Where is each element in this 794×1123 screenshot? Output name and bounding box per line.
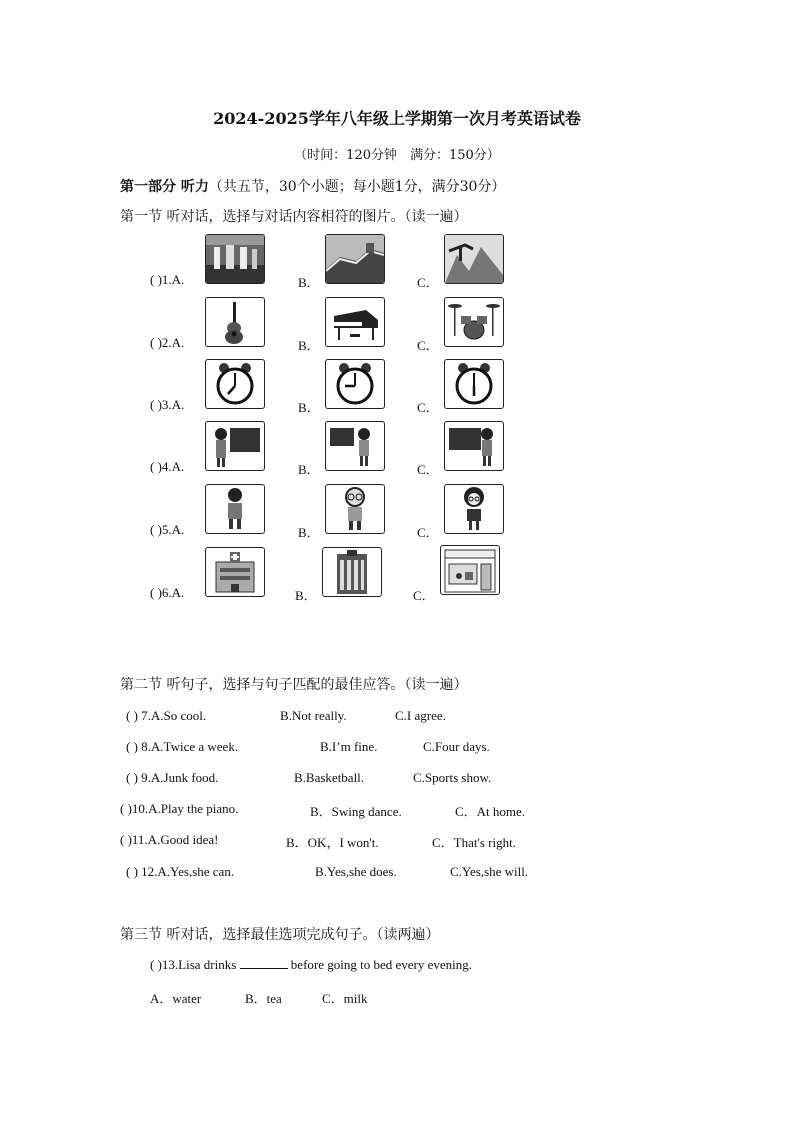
part1-heading bbox=[120, 176, 505, 196]
option-c: C．That's right. bbox=[432, 835, 516, 850]
boy-icon[interactable] bbox=[205, 484, 265, 534]
question-stem: ( )11.A.Good idea! bbox=[120, 832, 219, 847]
clock-seven-icon[interactable] bbox=[205, 359, 265, 409]
option-b: B．OK，I won't. bbox=[286, 835, 379, 850]
option-c-label: C． bbox=[417, 275, 439, 290]
question-13-suffix: before going to bed every evening. bbox=[290, 957, 473, 972]
option-b: B.Basketball. bbox=[294, 770, 365, 785]
waterfall-icon[interactable] bbox=[205, 234, 265, 284]
question-13 bbox=[150, 957, 472, 973]
exam-title: 2024-2025学年八年级上学期第一次月考英语试卷 bbox=[213, 109, 581, 128]
girl-glasses-icon[interactable] bbox=[444, 484, 504, 534]
clock-six-icon[interactable] bbox=[444, 359, 504, 409]
option-c: C．milk bbox=[322, 991, 368, 1006]
exam-subtitle: （时间：120分钟 满分：150分） bbox=[294, 148, 500, 163]
option-b: B．Swing dance. bbox=[310, 804, 402, 819]
boy-glasses-icon[interactable] bbox=[325, 484, 385, 534]
toy-store-icon[interactable] bbox=[440, 545, 500, 595]
section3-heading: 第三节 听对话，选择最佳选项完成句子。（读两遍） bbox=[120, 927, 440, 943]
option-c-label: C． bbox=[413, 588, 435, 603]
section1-heading: 第一节 听对话，选择与对话内容相符的图片。（读一遍） bbox=[120, 209, 468, 225]
option-c: C.Four days. bbox=[423, 739, 490, 754]
option-b-label: B． bbox=[298, 400, 320, 415]
english-teacher-icon[interactable] bbox=[444, 421, 504, 471]
option-b: B．tea bbox=[245, 991, 282, 1006]
question-label: ( )2.A. bbox=[150, 335, 185, 350]
option-c: C．At home. bbox=[455, 804, 526, 819]
question-stem: ( ) 12.A.Yes,she can. bbox=[126, 864, 235, 879]
option-c-label: C． bbox=[417, 462, 439, 477]
math-teacher-icon[interactable] bbox=[325, 421, 385, 471]
option-c-label: C． bbox=[417, 338, 439, 353]
question-label: ( )5.A. bbox=[150, 522, 185, 537]
guitar-icon[interactable] bbox=[205, 297, 265, 347]
option-b-label: B． bbox=[298, 525, 320, 540]
chinese-teacher-icon[interactable] bbox=[205, 421, 265, 471]
option-c: C.Sports show. bbox=[413, 770, 492, 785]
part1-heading-rest: （共五节，30个小题；每小题1分，满分30分） bbox=[208, 179, 506, 195]
question-label: ( )6.A. bbox=[150, 585, 185, 600]
answer-blank[interactable] bbox=[240, 958, 288, 969]
option-a: A．water bbox=[150, 991, 202, 1006]
option-b: B.I’m fine. bbox=[320, 739, 378, 754]
question-13-prefix: ( )13.Lisa drinks bbox=[150, 957, 237, 972]
piano-icon[interactable] bbox=[325, 297, 385, 347]
tall-building-icon[interactable] bbox=[322, 547, 382, 597]
drums-icon[interactable] bbox=[444, 297, 504, 347]
question-label: ( )1.A. bbox=[150, 272, 185, 287]
hospital-icon[interactable] bbox=[205, 547, 265, 597]
question-label: ( )4.A. bbox=[150, 459, 185, 474]
mountain-pine-icon[interactable] bbox=[444, 234, 504, 284]
option-c-label: C． bbox=[417, 400, 439, 415]
great-wall-icon[interactable] bbox=[325, 234, 385, 284]
option-c-label: C． bbox=[417, 525, 439, 540]
option-b: B.Not really. bbox=[280, 708, 347, 723]
option-b-label: B． bbox=[298, 338, 320, 353]
option-b-label: B． bbox=[298, 462, 320, 477]
option-b: B.Yes,she does. bbox=[315, 864, 397, 879]
option-c: C.Yes,she will. bbox=[450, 864, 529, 879]
option-c: C.I agree. bbox=[395, 708, 446, 723]
part1-heading-bold: 第一部分 听力 bbox=[120, 179, 209, 195]
question-stem: ( ) 8.A.Twice a week. bbox=[126, 739, 239, 754]
option-b-label: B． bbox=[295, 588, 317, 603]
question-stem: ( ) 7.A.So cool. bbox=[126, 708, 207, 723]
question-label: ( )3.A. bbox=[150, 397, 185, 412]
question-stem: ( ) 9.A.Junk food. bbox=[126, 770, 219, 785]
option-b-label: B． bbox=[298, 275, 320, 290]
clock-nine-icon[interactable] bbox=[325, 359, 385, 409]
section2-heading: 第二节 听句子，选择与句子匹配的最佳应答。（读一遍） bbox=[120, 677, 468, 693]
question-stem: ( )10.A.Play the piano. bbox=[120, 801, 239, 816]
